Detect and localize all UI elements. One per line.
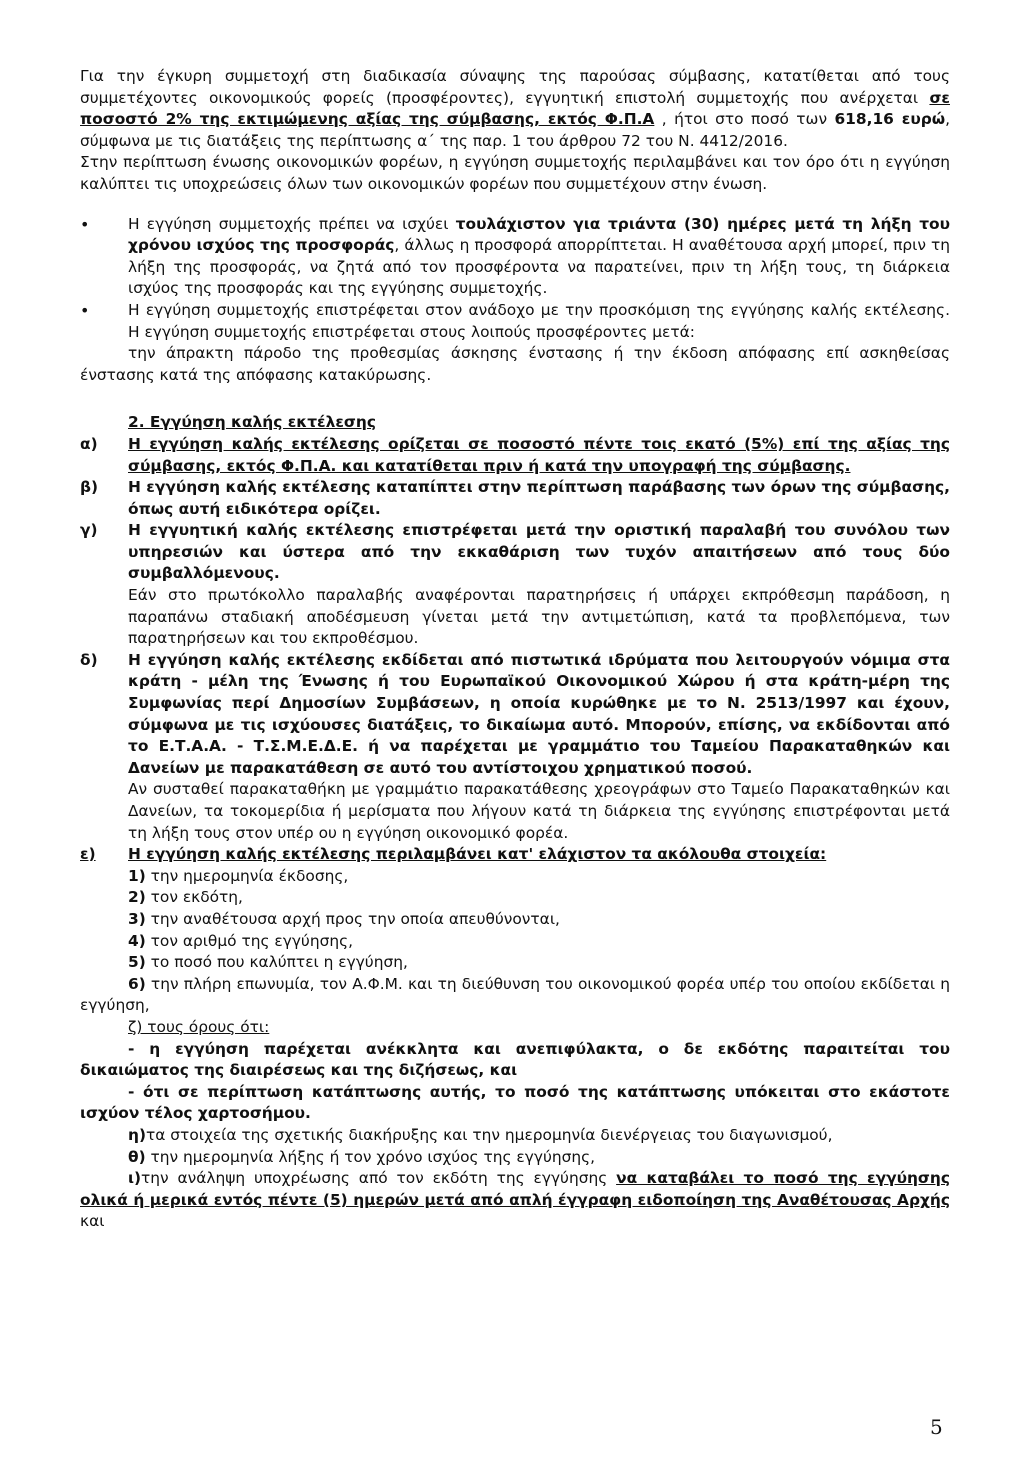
item-d: [80, 650, 950, 780]
item-label: γ): [80, 521, 98, 540]
list-text: και: [80, 1212, 105, 1231]
item-d-note: Αν συσταθεί παρακαταθήκη με γραμμάτιο παρακατάθεσης χρεογράφων στο Ταμείο Παρακαταθηκών και Δανείων, τα τοκομερίδια ή μερίσματα που λήγουν κατά τη διάρκεια της εγγύησης επιστρέφονται μετά τη λήξη τους στον υπέρ ου η εγγύηση οικονομικό φορέα.: [128, 780, 950, 842]
list-text: την ανάληψη υποχρέωσης από τον εκδότη της εγγύησης: [141, 1169, 617, 1188]
terms-heading: ζ) τους όρους ότι:: [128, 1017, 270, 1036]
highlight-amount: 618,16 ευρώ: [834, 110, 946, 129]
text-run: , άλλως η προσφορά απορρίπτεται. Η αναθέτουσα αρχή μπορεί, πριν τη λήξη της προσφοράς, να ζητά από τον προσφέροντα να παρατείνει, πριν τη λήξη τους, τη διάρκεια ισχύος της προσφοράς και της εγγύησης συμμετοχής.: [128, 236, 950, 298]
item-text: Η εγγύηση καλής εκτέλεσης ορίζεται σε ποσοστό πέντε τοις εκατό (5%) επί της αξίας της σύμβασης, εκτός Φ.Π.Α. και κατατίθεται πριν ή κατά την υπογραφή της σύμβασης.: [128, 434, 950, 475]
list-item: [80, 866, 950, 888]
bullet-validity: [80, 214, 950, 300]
bullet-return: [80, 300, 950, 343]
list-item: [80, 974, 950, 1017]
paragraph-union: Στην περίπτωση ένωσης οικονομικών φορέων, η εγγύηση συμμετοχής περιλαμβάνει και τον όρο ότι η εγγύηση καλύπτει τις υποχρεώσεις όλων των οικονομικών φορέων που συμμετέχουν στην ένωση.: [80, 153, 950, 193]
text-run: , ήτοι στο ποσό των: [654, 110, 835, 129]
list-text: την ημερομηνία λήξης ή τον χρόνο ισχύος της εγγύησης,: [145, 1147, 596, 1166]
term-irrevocable: - η εγγύηση παρέχεται ανέκκλητα και ανεπιφύλακτα, ο δε εκδότης παραιτείται του δικαιώματος της διαιρέσεως και της διζήσεως, και: [80, 1039, 950, 1080]
list-number: 2): [128, 888, 146, 907]
document-page: [80, 66, 950, 1233]
item-text: Η εγγυητική καλής εκτέλεσης επιστρέφεται μετά την οριστική παραλαβή του συνόλου των υπηρεσιών και ύστερα από την εκκαθάριση των τυχόν απαιτήσεων από τους δύο συμβαλλόμενους.: [128, 521, 950, 583]
item-text: Η εγγύηση καλής εκτέλεσης καταπίπτει στην περίπτωση παράβασης των όρων της σύμβασης, όπως αυτή ειδικότερα ορίζει.: [128, 478, 950, 518]
item-text: Η εγγύηση καλής εκτέλεσης εκδίδεται από πιστωτικά ιδρύματα που λειτουργούν νόμιμα στα κράτη - μέλη της Ένωσης ή του Ευρωπαϊκού Οικονομικού Χώρου ή στα κράτη-μέρη της Συμφωνίας περί Δημοσίων Συμβάσεων, η οποία κυρώθηκε με το Ν. 2513/1997 και έχουν, σύμφωνα με τις ισχύουσες διατάξεις, το δικαίωμα αυτό. Μπορούν, επίσης, να εκδίδονται από το Ε.Τ.Α.Α. - Τ.Σ.Μ.Ε.Δ.Ε. ή να παρέχεται με γραμμάτιο του Ταμείου Παρακαταθηκών και Δανείων με παρακατάθεση σε αυτό του αντίστοιχου χρηματικού ποσού.: [128, 650, 950, 777]
list-item: [80, 1125, 950, 1147]
item-label: ε): [80, 845, 96, 864]
text-run: Η εγγύηση συμμετοχής πρέπει να ισχύει: [128, 214, 456, 233]
highlight-obligation: να καταβάλει το ποσό της εγγύησης ολικά ή μερικά εντός πέντε (5) ημερών μετά από απλή έγγραφη ειδοποίηση της Αναθέτουσας Αρχής: [80, 1169, 950, 1209]
list-text: την πλήρη επωνυμία, τον Α.Φ.Μ. και τη διεύθυνση του οικονομικού φορέα υπέρ του οποίου εκδίδεται η εγγύηση,: [80, 974, 950, 1015]
list-text: τον αριθμό της εγγύησης,: [145, 931, 354, 950]
list-item: [80, 1147, 950, 1169]
list-item: [80, 952, 950, 974]
item-a: [80, 434, 950, 477]
list-text: την ημερομηνία έκδοσης,: [145, 866, 349, 885]
list-item: [80, 1168, 950, 1233]
bullet-return-continuation: την άπρακτη πάροδο της προθεσμίας άσκησης ένστασης ή την έκδοση απόφασης επί ασκηθείσας ένστασης κατά της απόφασης κατακύρωσης.: [80, 344, 950, 384]
item-c: [80, 520, 950, 585]
list-text: τον εκδότη,: [145, 888, 243, 907]
item-c-note: Εάν στο πρωτόκολλο παραλαβής αναφέρονται παρατηρήσεις ή υπάρχει εκπρόθεσμη παράδοση, η παραπάνω σταδιακή αποδέσμευση γίνεται μετά την αντιμετώπιση, κατά τα προβλεπόμενα, των παρατηρήσεων και του εκπροθέσμου.: [128, 586, 950, 648]
list-number: η): [128, 1125, 146, 1144]
list-text: τα στοιχεία της σχετικής διακήρυξης και την ημερομηνία διενέργειας του διαγωνισμού,: [146, 1125, 833, 1144]
list-text: το ποσό που καλύπτει η εγγύηση,: [145, 953, 408, 972]
paragraph-participation-guarantee: [80, 66, 950, 152]
list-number: 1): [128, 866, 146, 885]
list-item: [80, 887, 950, 909]
list-number: 6): [128, 974, 146, 993]
item-label: δ): [80, 650, 98, 669]
list-item: [80, 909, 950, 931]
item-b: [80, 477, 950, 520]
text-run: Η εγγύηση συμμετοχής επιστρέφεται στον ανάδοχο με την προσκόμιση της εγγύησης καλής εκτέλεσης. Η εγγύηση συμμετοχής επιστρέφεται στους λοιπούς προσφέροντες μετά:: [128, 300, 950, 341]
page-number: 5: [930, 1415, 943, 1439]
item-label: α): [80, 434, 98, 453]
item-text: Η εγγύηση καλής εκτέλεσης περιλαμβάνει κατ' ελάχιστον τα ακόλουθα στοιχεία:: [128, 845, 827, 864]
item-e: [80, 844, 950, 866]
item-label: β): [80, 478, 99, 497]
list-item: [80, 931, 950, 953]
list-number: ι): [128, 1169, 142, 1188]
list-text: την αναθέτουσα αρχή προς την οποία απευθύνονται,: [145, 909, 560, 928]
text-run: Για την έγκυρη συμμετοχή στη διαδικασία σύναψης της παρούσας σύμβασης, κατατίθεται από τους συμμετέχοντες οικονομικούς φορείς (προσφέροντες), εγγυητική επιστολή συμμετοχής που ανέρχεται: [80, 67, 950, 107]
list-number: 5): [128, 953, 146, 972]
list-number: θ): [128, 1147, 146, 1166]
section-heading: 2. Εγγύηση καλής εκτέλεσης: [128, 413, 376, 432]
highlight-percentage: σε ποσοστό 2% της εκτιμώμενης αξίας της σύμβασης, εκτός Φ.Π.Α: [80, 88, 950, 129]
text-run: , σύμφωνα με τις διατάξεις της περίπτωσης α΄ της παρ. 1 του άρθρου 72 του Ν. 4412/2016.: [80, 110, 951, 150]
list-number: 3): [128, 909, 146, 928]
highlight-validity: τουλάχιστον για τριάντα (30) ημέρες μετά τη λήξη του χρόνου ισχύος της προσφοράς: [128, 214, 950, 255]
term-stamp-duty: - ότι σε περίπτωση κατάπτωσης αυτής, το ποσό της κατάπτωσης υπόκειται στο εκάστοτε ισχύον τέλος χαρτοσήμου.: [80, 1082, 950, 1123]
list-number: 4): [128, 931, 146, 950]
